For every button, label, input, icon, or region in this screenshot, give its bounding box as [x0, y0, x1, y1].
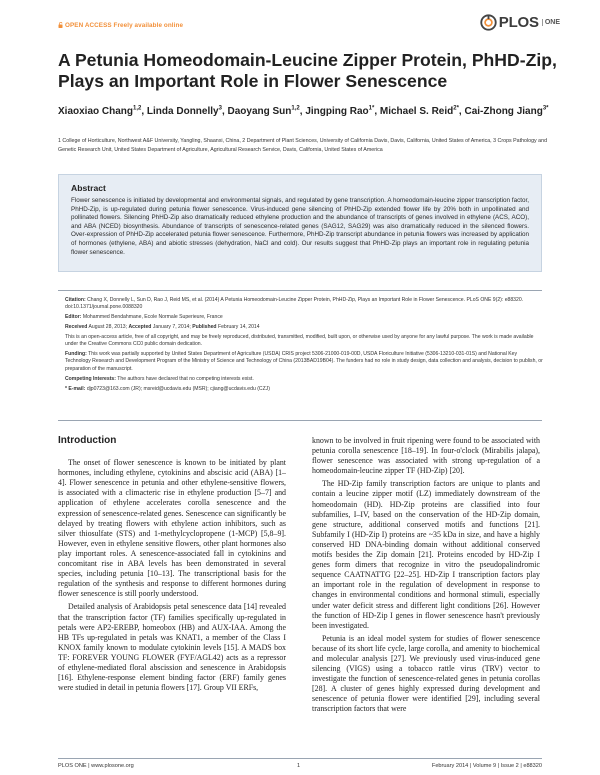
- author[interactable]: Linda Donnelly$^3$,: [146, 106, 228, 118]
- author[interactable]: Michael S. Reid$^{2*}$,: [379, 106, 465, 118]
- license: This is an open-access article, free of all copyright, and may be freely reproduced, distributed, transmitted, modified, built upon, or otherwise used by anyone for any lawful purpose. The work is made available under the Creative Commons CC0 public domain dedication.: [65, 333, 534, 348]
- author[interactable]: Xiaoxiao Chang$^{1,2}$,: [58, 106, 147, 118]
- page-number: 1: [297, 763, 301, 769]
- article-metadata: [65, 297, 543, 395]
- dates: Received August 28, 2013; Accepted January 7, 2014; Published February 14, 2014: [65, 324, 260, 331]
- funding: Funding: This work was partially supported by United States Department of Agriculture (USDA) CRIS project 5306-21000-019-00D, USDA Floriculture Initiative (5306-13210-031-01S) and National Key Technology Research and Development Program of the Ministry of Science and Technology of China (2013BAD19B04). The funders had no role in study design, data collection and analysis, decision to publish, or preparation of the manuscript.: [65, 351, 543, 372]
- footer-journal[interactable]: PLOS ONE | www.plosone.org: [58, 763, 134, 769]
- author[interactable]: Cai-Zhong Jiang$^{3*}$: [464, 106, 549, 118]
- article-title: A Petunia Homeodomain-Leucine Zipper Protein, PhHD-Zip, Plays an Important Role in Flower Senescence: [58, 50, 557, 91]
- body-column-left: [58, 436, 286, 696]
- author[interactable]: Jingping Rao$^{1*}$,: [305, 106, 380, 118]
- body-column-right: [312, 436, 540, 718]
- logo-word: PLOS: [498, 14, 539, 31]
- editor: Editor: Mohammed Bendahmane, Ecole Normale Superieure, France: [65, 314, 223, 321]
- open-access-text: OPEN ACCESS Freely available online: [65, 22, 184, 29]
- email[interactable]: * E-mail: djp0723@163.com (JR); msreid@ucdavis.edu (MSR); cjiang@ucdavis.edu (CZJ): [65, 385, 270, 392]
- open-lock-icon: [58, 22, 63, 28]
- plos-logo-icon: [480, 14, 497, 31]
- meta-divider-bottom: [58, 420, 542, 421]
- logo-journal: ONE: [542, 19, 560, 26]
- footer-issue: February 2014 | Volume 9 | Issue 2 | e88320: [431, 763, 542, 769]
- paragraph: Petunia is an ideal model system for studies of flower senescence because of its short life cycle, large corolla, and amenity to biochemical and molecular analysis [27]. We previously used virus-induced gene silencing (VIGS) using a tobacco rattle virus (TRV) vector to investigate the function of senescence-related genes in petunia corollas [28]. A cluster of genes highly expressed during development and senescence of petunia flower were identified [29], including several transcription factors that were: [312, 633, 540, 714]
- abstract-text: Flower senescence is initiated by developmental and environmental signals, and regulated by gene transcription. A homeodomain-leucine zipper transcription factor, PhHD-Zip, is up-regulated during petunia flower senescence. Virus-induced gene silencing of PhHD-Zip extended flower life by 20% both in unpollinated and pollinated flowers. Silencing PhHD-Zip also dramatically reduced ethylene production and the abundance of transcripts of genes involved in ethylene (ACS, ACO), and ABA (NCED) biosynthesis. Abundance of transcripts of senescence-related genes (SAG12, SAG29) was also dramatically reduced in the silenced flowers. Over-expression of PhHD-Zip accelerated petunia flower senescence. Furthermore, PhHD-Zip transcript abundance in petunia flowers was increased by application of hormones (ethylene, ABA) and abiotic stresses (dehydration, NaCl and cold). Our results suggest that PhHD-Zip plays an important role in regulating petunia flower senescence.: [71, 197, 529, 256]
- competing-interests: Competing Interests: The authors have declared that no competing interests exist.: [65, 375, 254, 382]
- paragraph: The HD-Zip family transcription factors are unique to plants and contain a leucine zipper motif (LZ) immediately downstream of the homeodomain (HD). HD-Zip proteins are classified into four subfamilies, I–IV, based on the conservation of the HD-Zip domain, gene structure, additional conserved motifs and functions [21]. Subfamily I (HD-Zip I) proteins are ~35 kDa in size, and have a highly conserved HD DNA-binding domain without additional conserved motifs besides the Zip domain [21]. Proteins encoded by HD-Zip I genes form dimers that recognize in vitro the pseudopalindromic sequence CAATNATTG [22–25]. HD-Zip I transcription factors play an important role in the regulation of development in response to changes in environmental conditions and hormonal stimuli, especially under water deficit stress and different light conditions [26]. However the function of HD-Zip I genes in flower senescence hasn't previously been investigated.: [312, 479, 540, 630]
- author-list: [58, 103, 558, 118]
- author[interactable]: Daoyang Sun$^{1,2}$,: [227, 106, 306, 118]
- section-heading: Introduction: [58, 435, 117, 446]
- citation: Citation: Chang X, Donnelly L, Sun D, Rao J, Reid MS, et al. (2014) A Petunia Homeodomain-Leucine Zipper Protein, PhHD-Zip, Plays an Important Role in Flower Senescence. PLoS ONE 9(2): e88320. doi:10.1371/journal.pone.0088320: [65, 297, 524, 311]
- open-access-label: [58, 22, 183, 29]
- footer-divider: [58, 758, 542, 759]
- paragraph: known to be involved in fruit ripening were found to be associated with petunia corolla senescence [18–19]. In four-o'clock (Mirabilis jalapa), flower senescence was associated with strong up-regulation of a homeodomain-leucine zipper TF (HD-Zip) [20].: [312, 436, 540, 476]
- paragraph: Detailed analysis of Arabidopsis petal senescence data [14] revealed that the transcription factor (TF) families specifically up-regulated in petals were AP2-EREBP, homeobox (HB) and AUX-IAA. Among the HB TFs up-regulated in petals was KNAT1, a member of the Class I KNOX family known to modulate cytokinin levels [15]. A MADS box TF: FOREVER YOUNG FLOWER (FYF/AGL42) acts as a repressor of ethylene-mediated floral abscission and senescence in Arabidopsis [16]. Ethylene-response element binding factor (ERF) family genes were studied in detail in petunia flowers [17]. Group VII ERFs,: [58, 602, 286, 693]
- meta-divider: [58, 290, 542, 291]
- abstract-heading: Abstract: [71, 183, 106, 193]
- affiliations: 1 College of Horticulture, Northwest A&F University, Yangling, Shaanxi, China, 2 Department of Plant Sciences, University of California Davis, Davis, California, United States of America, 3 Crops Pathology and Genetic Research Unit, United States Department of Agriculture, Agricultural Research Service, Davis, California, United States of America: [58, 138, 548, 153]
- paragraph: The onset of flower senescence is known to be initiated by plant hormones, including ethylene, cytokinins and abscisic acid (ABA) [1–4]. Flower senescence in petunia and other ethylene-sensitive flowers, is associated with a climacteric rise in ethylene production [5–7] and application of ethylene accelerates corolla senescence and the expression of senescence-related genes. Senescence can significantly be delayed by treating flowers with ethylene action inhibitors, such as silver thiosulfate (STS) and 1-methylcyclopropene (1-MCP) [5,8–9]. However, even in ethylene sensitive flowers, other plant hormones also play important roles. A senescence-associated fall in cytokinins and concomitant rise in ABA levels has been demonstrated in several species, including petunia [10–13]. The transcriptional basis for the regulation of the synthesis and response to different hormones during flower senescence is still poorly understood.: [58, 458, 286, 599]
- plos-one-logo[interactable]: [480, 14, 560, 31]
